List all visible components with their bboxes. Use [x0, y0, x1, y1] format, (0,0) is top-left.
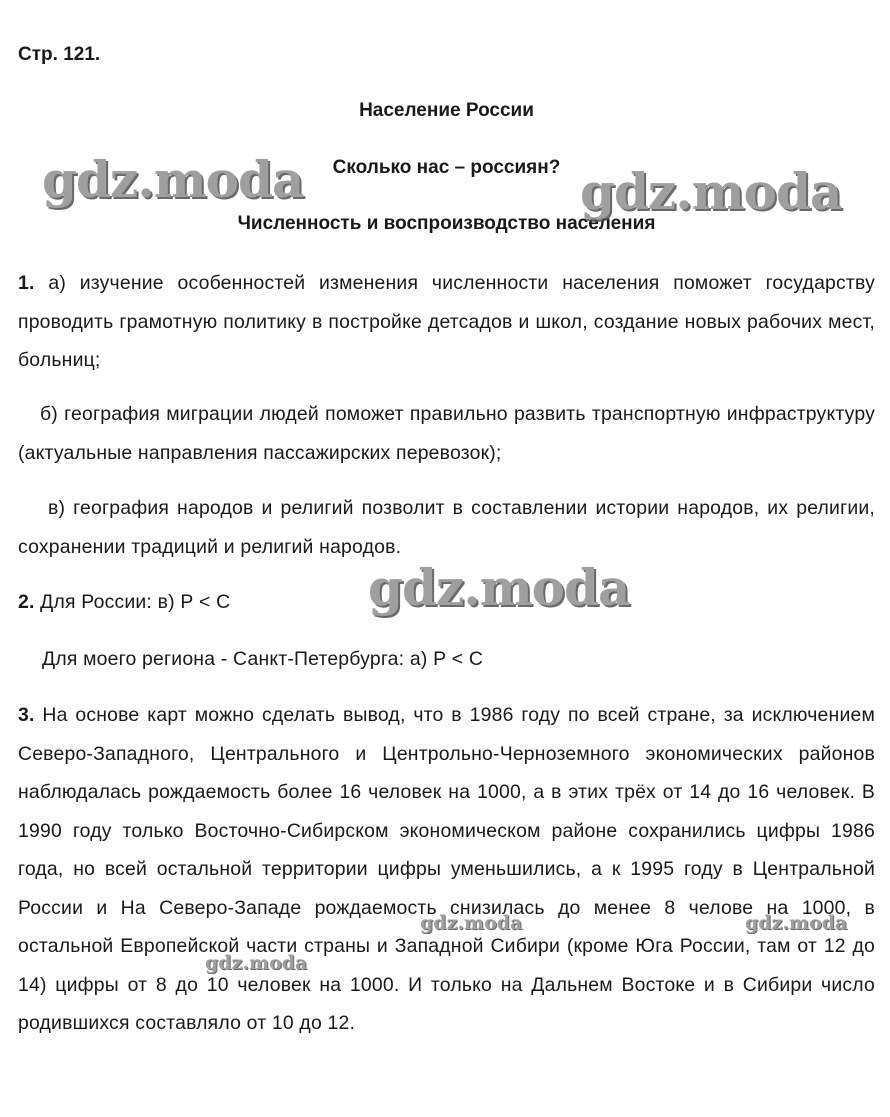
- answer-3: [18, 696, 875, 1043]
- answer-1a: [18, 264, 875, 380]
- answer-text: Для России: в) Р < С: [34, 591, 231, 613]
- answer-number: 1.: [18, 272, 35, 294]
- answer-text: На основе карт можно сделать вывод, что в 1986 году по всей стране, за исключением Северо-Западного, Центрального и Центрольно-Черноземного экономических районов наблюдалась рождаемость более 16 человек на 1000, а в этих трёх от 14 до 16 человек. В 1990 году только Восточно-Сибирском экономическом районе сохранились цифры 1986 года, но всей остальной территории цифры уменьшились, а к 1995 году в Центральной России и На Северо-Западе рождаемость снизилась до менее 8 челове на 1000, в остальной Европейской части страны и Западной Сибири (кроме Юга России, там от 12 до 14) цифры от 8 до 10 человек на 1000. И только на Дальнем Востоке и в Сибири число родившихся составляло от 10 до 12.: [18, 704, 875, 1034]
- page-number: Стр. 121.: [18, 44, 101, 65]
- answer-text: в) география народов и религий позволит в составлении истории народов, их религии, сохранении традиций и религий народов.: [18, 497, 875, 558]
- section-title: Население России: [359, 100, 534, 121]
- answer-text: а) изучение особенностей изменения численности населения поможет государству проводить грамотную политику в постройке детсадов и школ, создание новых рабочих мест, больниц;: [18, 272, 875, 371]
- answer-text: б) география миграции людей поможет правильно развить транспортную инфраструктуру (актуальные направления пассажирских перевозок);: [18, 403, 875, 464]
- watermark-logo: gdz.moda: [42, 150, 304, 209]
- answer-text: Для моего региона - Санкт-Петербурга: а) Р < С: [42, 648, 484, 670]
- answer-2-region: [42, 640, 875, 679]
- answer-number: 3.: [18, 704, 35, 726]
- watermark-logo: gdz.moda: [368, 558, 630, 617]
- answer-number: 2.: [18, 591, 35, 613]
- watermark-logo: gdz.moda: [205, 952, 308, 974]
- topic-title: Численность и воспроизводство населения: [237, 213, 656, 234]
- answer-1b: [18, 395, 875, 472]
- watermark-logo: gdz.moda: [420, 912, 523, 934]
- watermark-logo: gdz.moda: [580, 162, 842, 221]
- watermark-logo: gdz.moda: [745, 912, 848, 934]
- answer-2: [18, 583, 875, 622]
- answer-1c: [18, 489, 875, 566]
- subsection-title: Сколько нас – россиян?: [332, 157, 561, 178]
